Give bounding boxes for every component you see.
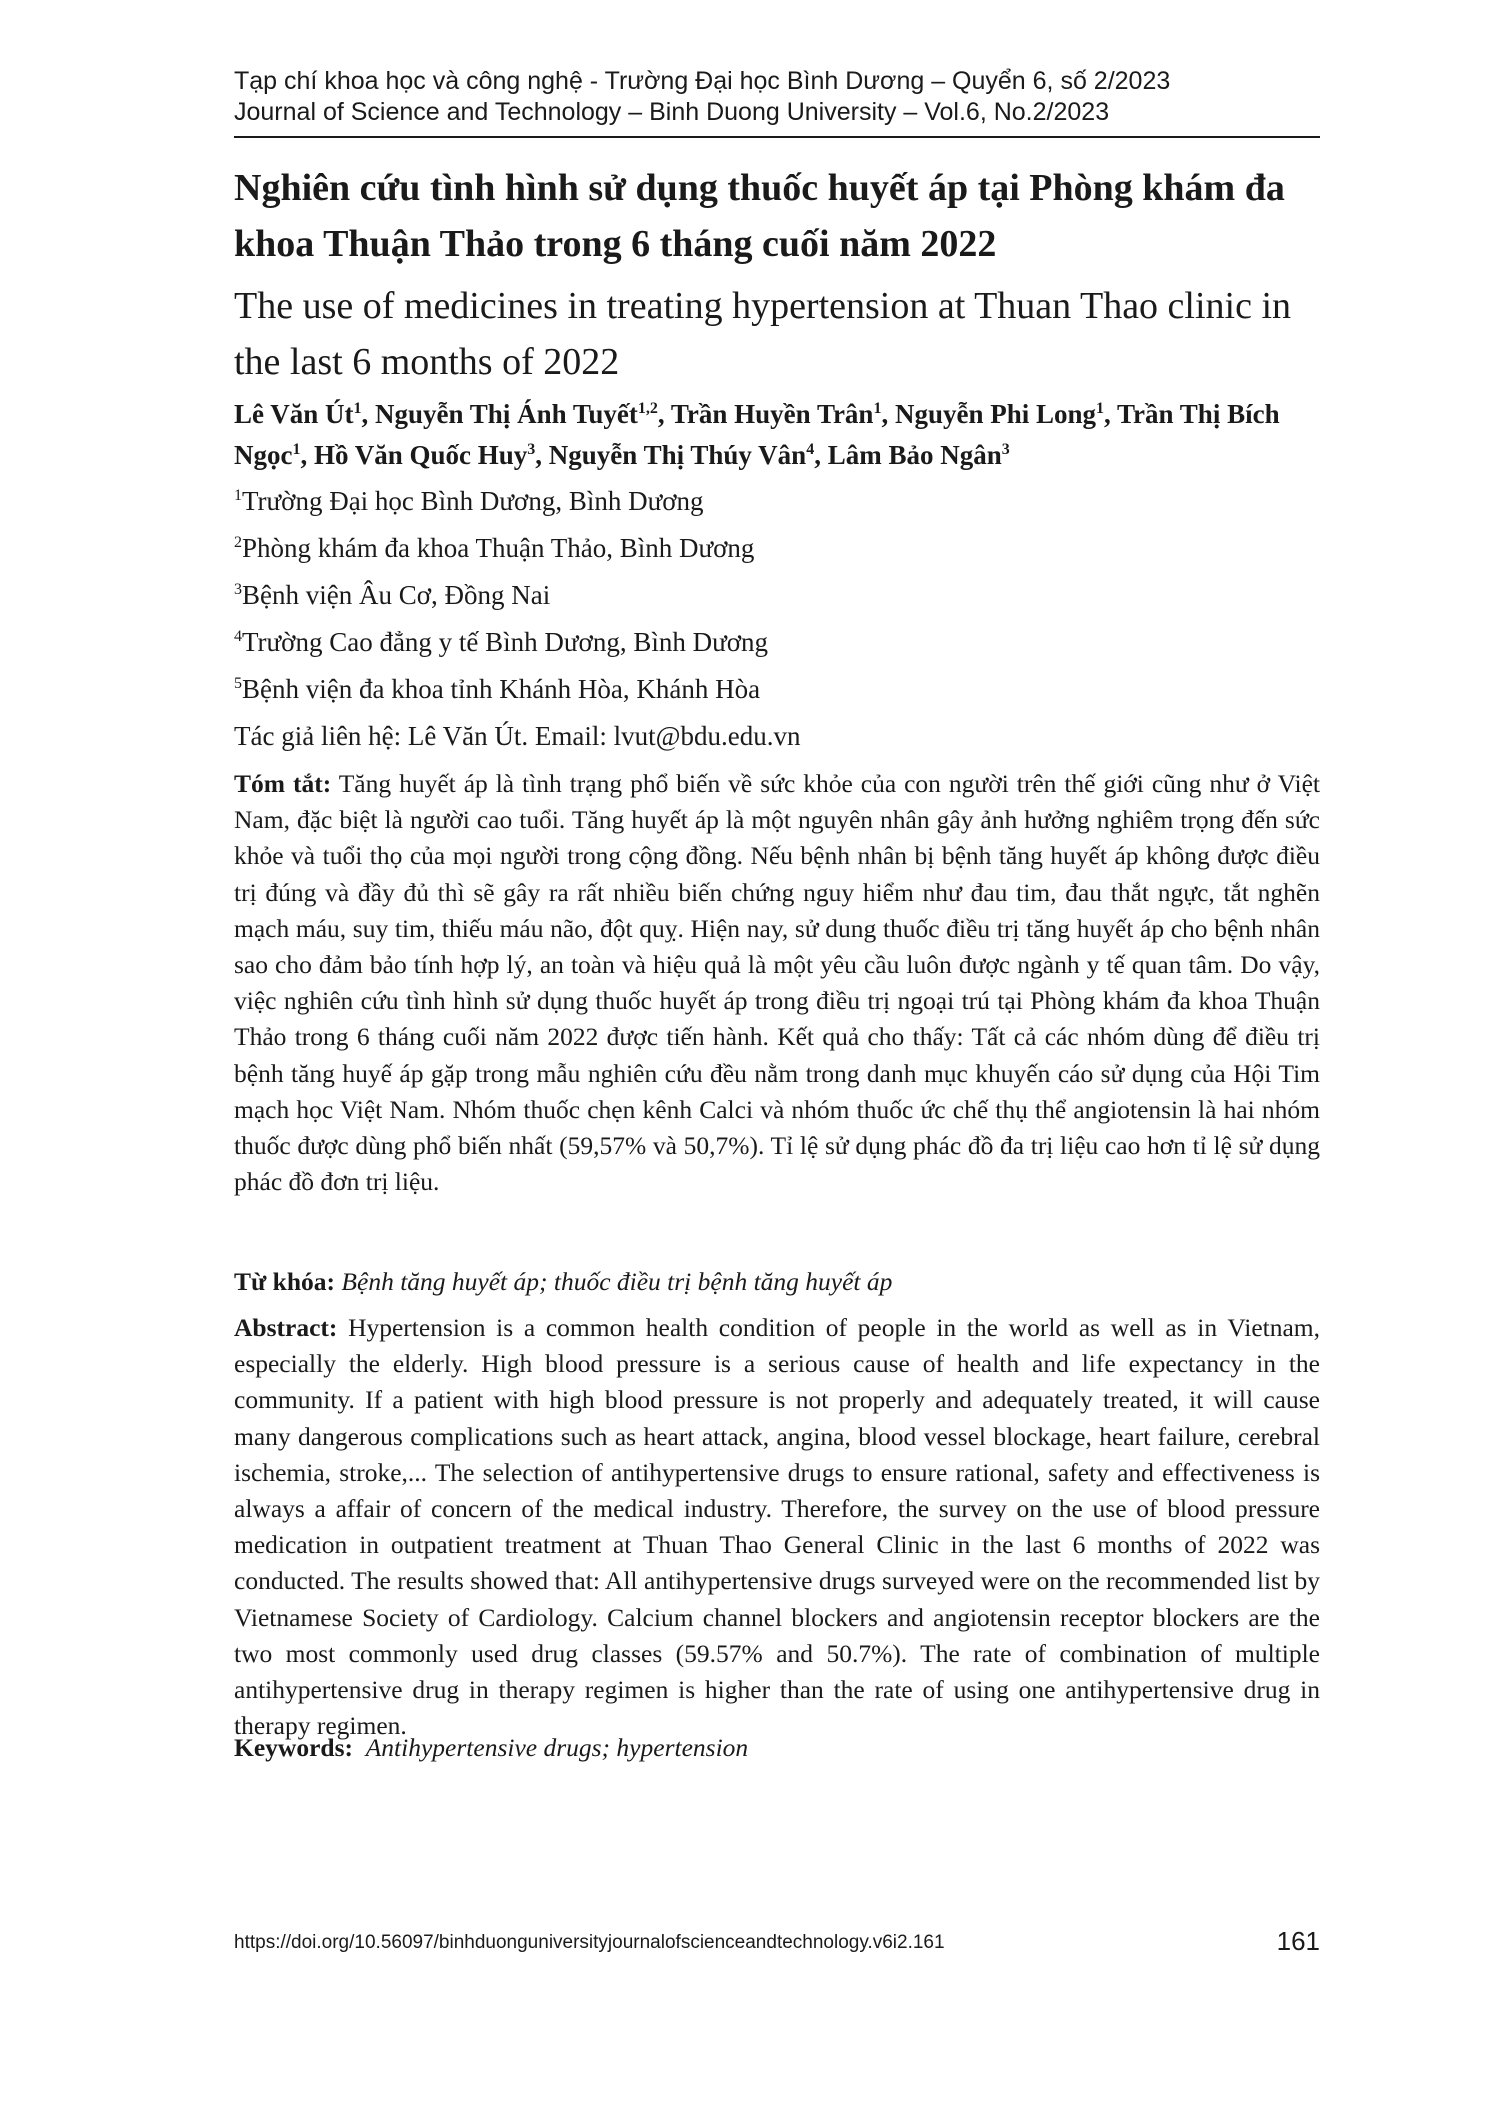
keywords-en-label: Keywords: bbox=[234, 1733, 353, 1762]
affiliation-text: Bệnh viện đa khoa tỉnh Khánh Hòa, Khánh Hòa bbox=[242, 674, 761, 704]
author-separator: , bbox=[881, 399, 895, 429]
summary-vi bbox=[234, 766, 1320, 1200]
affiliation-text: Phòng khám đa khoa Thuận Thảo, Bình Dương bbox=[242, 533, 755, 563]
article-title-vi: Nghiên cứu tình hình sử dụng thuốc huyết áp tại Phòng khám đa khoa Thuận Thảo trong 6 tháng cuối năm 2022 bbox=[234, 167, 1285, 265]
author-name: Lâm Bảo Ngân bbox=[827, 440, 1002, 470]
author-affiliation-mark: 1 bbox=[353, 400, 362, 417]
contact-author: Tác giả liên hệ: Lê Văn Út. Email: lvut@bdu.edu.vn bbox=[234, 721, 801, 751]
affiliation-number: 2 bbox=[234, 534, 242, 551]
keywords-en-text: Antihypertensive drugs; hypertension bbox=[365, 1733, 749, 1762]
affiliation-text: Bệnh viện Âu Cơ, Đồng Nai bbox=[242, 580, 551, 610]
affiliation-text: Trường Cao đẳng y tế Bình Dương, Bình Dương bbox=[242, 627, 768, 657]
affiliation-text: Trường Đại học Bình Dương, Bình Dương bbox=[242, 486, 704, 516]
author bbox=[234, 399, 375, 429]
article-title-en: The use of medicines in treating hypertension at Thuan Thao clinic in the last 6 months of 2022 bbox=[234, 285, 1292, 383]
author-separator: , bbox=[814, 440, 828, 470]
author-name: Nguyễn Phi Long bbox=[894, 399, 1097, 429]
author-name: Nguyễn Thị Thúy Vân bbox=[548, 440, 807, 470]
affiliation bbox=[234, 531, 1320, 565]
keywords-vi-label: Từ khóa: bbox=[234, 1267, 336, 1296]
affiliation bbox=[234, 672, 1320, 706]
author-affiliation-mark: 3 bbox=[1001, 441, 1010, 458]
abstract-en-label: Abstract: bbox=[234, 1313, 338, 1342]
author-affiliation-mark: 1 bbox=[873, 400, 882, 417]
author-affiliation-mark: 4 bbox=[806, 441, 815, 458]
author bbox=[895, 399, 1117, 429]
author-name: Nguyễn Thị Ánh Tuyết bbox=[375, 399, 638, 429]
abstract-en-text: Hypertension is a common health condition of people in the world as well as in Vietnam, especially the elderly. High blood pressure is a serious cause of health and life expectancy in the community. If a patient with high blood pressure is not properly and adequately treated, it will cause many dangerous complications such as heart attack, angina, blood vessel blockage, heart failure, cerebral ischemia, stroke,... The selection of antihypertensive drugs to ensure rational, safety and effectiveness is always a affair of concern of the medical industry. Therefore, the survey on the use of blood pressure medication in outpatient treatment at Thuan Thao General Clinic in the last 6 months of 2022 was conducted. The results showed that: All antihypertensive drugs surveyed were on the recommended list by Vietnamese Society of Cardiology. Calcium channel blockers and angiotensin receptor blockers are the two most commonly used drug classes (59.57% and 50.7%). The rate of combination of multiple antihypertensive drug in therapy regimen is higher than the rate of using one antihypertensive drug in therapy regimen. bbox=[234, 1313, 1320, 1741]
author-name: Trần Thị Bích Ngọc bbox=[234, 399, 1280, 470]
author-separator: , bbox=[300, 440, 314, 470]
journal-title-en: Journal of Science and Technology – Binh Duong University – Vol.6, No.2/2023 bbox=[234, 98, 1110, 126]
author-separator: , bbox=[1104, 399, 1118, 429]
keywords-en bbox=[234, 1730, 1320, 1766]
author bbox=[671, 399, 895, 429]
author bbox=[314, 440, 549, 470]
affiliation bbox=[234, 484, 1320, 518]
author bbox=[549, 440, 828, 470]
page-number: 161 bbox=[1276, 1926, 1320, 1956]
author-name: Trần Huyền Trân bbox=[670, 399, 874, 429]
author-separator: , bbox=[361, 399, 376, 429]
keywords-vi-text: Bệnh tăng huyết áp; thuốc điều trị bệnh tăng huyết áp bbox=[341, 1267, 893, 1296]
summary-vi-label: Tóm tắt: bbox=[234, 769, 332, 798]
affiliation-number: 3 bbox=[234, 581, 242, 598]
author-separator: , bbox=[535, 440, 549, 470]
abstract-en bbox=[234, 1310, 1320, 1744]
keywords-vi bbox=[234, 1264, 1320, 1300]
affiliation bbox=[234, 625, 1320, 659]
author-name: Hồ Văn Quốc Huy bbox=[313, 440, 528, 470]
author-affiliation-mark: 1,2 bbox=[637, 400, 658, 417]
summary-vi-text: Tăng huyết áp là tình trạng phổ biến về sức khỏe của con người trên thế giới cũng như ở Việt Nam, đặc biệt là người cao tuổi. Tăng huyết áp là một nguyên nhân gây ảnh hưởng nghiêm trọng đến sức khỏe và tuổi thọ của mọi người trong cộng đồng. Nếu bệnh nhân bị bệnh tăng huyết áp không được điều trị đúng và đầy đủ thì sẽ gây ra rất nhiều biến chứng nguy hiểm như đau tim, đau thắt ngực, tắt nghẽn mạch máu, suy tim, thiếu máu não, đột quỵ. Hiện nay, sử dung thuốc điều trị tăng huyết áp cho bệnh nhân sao cho đảm bảo tính hợp lý, an toàn và hiệu quả là một yêu cầu luôn được ngành y tế quan tâm. Do vậy, việc nghiên cứu tình hình sử dụng thuốc huyết áp trong điều trị ngoại trú tại Phòng khám đa khoa Thuận Thảo trong 6 tháng cuối năm 2022 được tiến hành. Kết quả cho thấy: Tất cả các nhóm dùng để điều trị bệnh tăng huyế áp gặp trong mẫu nghiên cứu đều nằm trong danh mục khuyến cáo sử dụng của Hội Tim mạch học Việt Nam. Nhóm thuốc chẹn kênh Calci và nhóm thuốc ức chế thụ thể angiotensin là hai nhóm thuốc được dùng phổ biến nhất (59,57% và 50,7%). Tỉ lệ sử dụng phác đồ đa trị liệu cao hơn tỉ lệ sử dụng phác đồ đơn trị liệu. bbox=[234, 769, 1321, 1197]
running-head bbox=[234, 66, 1320, 128]
author-affiliation-mark: 3 bbox=[527, 441, 536, 458]
author-name: Lê Văn Út bbox=[234, 399, 354, 429]
affiliation-number: 5 bbox=[234, 675, 242, 692]
affiliation-number: 4 bbox=[234, 628, 242, 645]
author-affiliation-mark: 1 bbox=[292, 441, 301, 458]
journal-title-vi: Tạp chí khoa học và công nghệ - Trường Đại học Bình Dương – Quyển 6, số 2/2023 bbox=[234, 67, 1171, 95]
author-affiliation-mark: 1 bbox=[1096, 400, 1105, 417]
author-separator: , bbox=[657, 399, 671, 429]
doi-link[interactable]: https://doi.org/10.56097/binhduonguniversityjournalofscienceandtechnology.v6i2.161 bbox=[234, 1932, 945, 1953]
header-rule bbox=[234, 136, 1320, 138]
affiliation-number: 1 bbox=[234, 487, 242, 504]
author-list bbox=[234, 394, 1320, 476]
author bbox=[828, 440, 1010, 470]
author bbox=[375, 399, 671, 429]
affiliation bbox=[234, 578, 1320, 612]
